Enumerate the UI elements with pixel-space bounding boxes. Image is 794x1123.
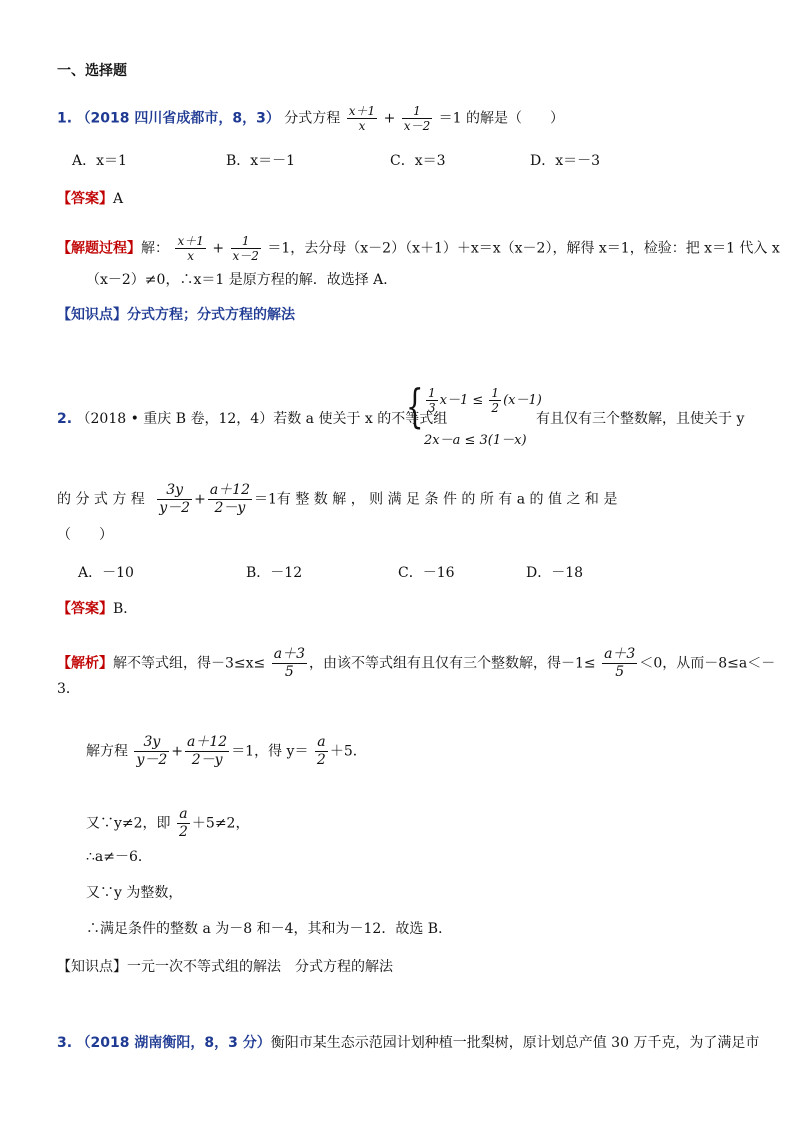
answer-tag: 【答案】 [57,191,113,207]
question-1-source: （2018 四川省成都市，8，3） [76,110,280,127]
q2-therefore-2: ∴满足条件的整数 a 为－8 和－4，其和为－12．故选 B． [86,921,453,937]
question-2-stem-end: 有且仅有三个整数解，且使关于 y [536,411,745,427]
q2-analysis-line-2: 3． [57,681,80,697]
q2-also-1: 又∵y≠2，即 $\frac{a}{2}$ ＋5≠2， [86,806,250,840]
analysis-tag: 【解析】 [57,655,113,672]
q1-option-c: C．x＝3 [390,153,446,169]
section-title: 一、选择题 [57,63,127,79]
question-1-stem: 1. （2018 四川省成都市，8，3） 分式方程 $\frac{x+1}{x}$ + $\frac{1}{x-2}$ ＝1 的解是（ ） [57,104,565,133]
q1-option-b: B．x＝－1 [226,153,296,169]
q1-process-line-2: （x－2）≠0，∴x＝1 是原方程的解．故选择 A． [86,272,398,288]
question-1-text-end: ＝1 的解是（ ） [438,110,565,127]
q2-also-2: 又∵y 为整数， [86,885,183,901]
q2-option-c: C．－16 [398,565,455,581]
question-2-paren: （ ） [57,527,113,543]
q1-knowledge: 【知识点】分式方程；分式方程的解法 [57,307,295,323]
q1-process: 【解题过程】解： $\frac{x+1}{x}$ + $\frac{1}{x-2}$ ＝1，去分母（x－2）（x＋1）＋x＝x（x－2），解得 x＝1，检验：把 x＝1 代入 x [57,234,780,263]
question-2-number: 2. [57,411,73,427]
question-1-number: 1. [57,110,73,127]
question-3-stem: 3. （2018 湖南衡阳，8，3 分）衡阳市某生态示范园计划种植一批梨树，原计划总产值 30 万千克，为了满足市 [57,1035,760,1051]
question-3-source: （2018 湖南衡阳，8，3 分） [76,1035,271,1051]
q2-analysis: 【解析】解不等式组，得－3≤x≤ $\frac{a+3}{5}$ ，由该不等式组有且仅有三个整数解，得－1≤ $\frac{a+3}{5}$ ＜0，从而－8≤a＜－ [57,646,776,680]
q2-knowledge: 【知识点】一元一次不等式组的解法 分式方程的解法 [57,959,393,975]
fraction-1-over-x-minus-2: $\frac{1}{x-2}$ [403,104,431,133]
inequality-1: $\frac{1}{3}$ x－1 ≤ $\frac{1}{2}$ (x－1) [428,386,542,415]
process-tag: 【解题过程】 [57,240,141,257]
q2-therefore-1: ∴a≠－6． [86,849,152,865]
question-3-number: 3. [57,1035,73,1051]
q2-option-b: B．－12 [246,565,303,581]
question-2-source: （2018 • 重庆 B 卷，12，4）若数 a 使关于 x 的不等式组 [76,411,448,427]
q2-solve: 解方程 $\frac{3y}{y-2}$ + $\frac{a+12}{2-y}$ ＝1，得 y＝ $\frac{a}{2}$ ＋5． [86,734,367,768]
question-2-stem [57,410,447,428]
q1-option-a: A．x＝1 [72,153,127,169]
inequality-2: 2x－a ≤ 3(1－x) [424,433,527,448]
q2-answer: 【答案】B． [57,601,138,617]
q1-answer: 【答案】A [57,191,124,207]
q2-option-a: A．－10 [78,565,134,581]
question-1-text: 分式方程 [284,110,341,127]
q1-option-d: D．x＝－3 [530,153,601,169]
fraction-x-plus-1-over-x: $\frac{x+1}{x}$ [348,104,376,133]
question-2-line-2: 的 分 式 方 程 $\frac{3y}{y-2}$ + $\frac{a+12}{2-y}$ ＝1有 整 数 解 ， 则 满 足 条 件 的 所 有 a 的 值 之 和 是 [57,482,618,516]
q2-option-d: D．－18 [526,565,584,581]
system-brace: { [406,379,424,433]
